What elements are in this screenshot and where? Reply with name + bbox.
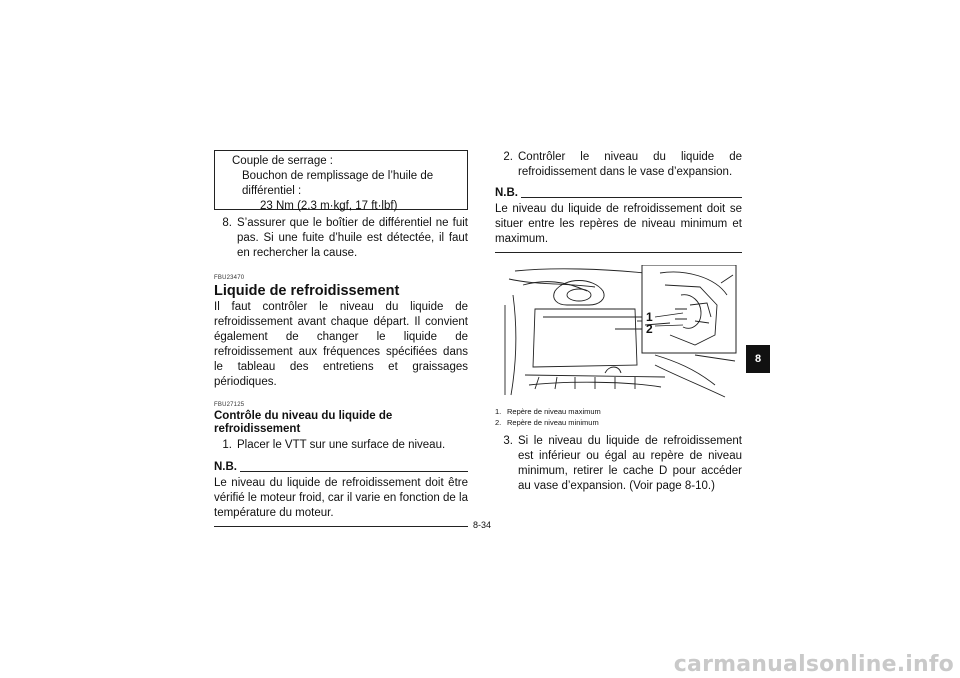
torque-item-line1: Bouchon de remplissage de l’huile de [242, 170, 434, 182]
caption-number: 1. [495, 407, 502, 416]
torque-value: 23 Nm (2.3 m·kgf, 17 ft·lbf) [260, 200, 398, 212]
step-number: 8. [222, 217, 232, 229]
section-paragraph: Il faut contrôler le niveau du liquide de refroidissement avant chaque départ. Il convient également de changer le liquide de refroidissement aux fréquences spécifiées dans le tableau des entretiens et graissages périodiques. [214, 301, 468, 388]
step-text: Si le niveau du liquide de refroidissement est inférieur ou égal au repère de niveau minimum, retirer le cache D pour accéder au vase d’expansion. (Voir page 8-10.) [518, 435, 742, 492]
note-header [214, 461, 468, 474]
subsection-code: FBU27125 [214, 402, 245, 408]
caption-text: Repère de niveau maximum [507, 407, 601, 416]
left-column [214, 150, 468, 527]
callout-2: 2 [646, 322, 653, 336]
note-text: Le niveau du liquide de refroidissement doit être vérifié le moteur froid, car il varie en fonction de la température du moteur. [214, 477, 468, 519]
step-text: S’assurer que le boîtier de différentiel ne fuit pas. Si une fuite d’huile est détectée, il faut en rechercher la cause. [237, 217, 468, 259]
torque-spec-box [214, 150, 468, 210]
watermark: carmanualsonline.info [673, 652, 954, 677]
note-rule [240, 471, 468, 472]
coolant-reservoir-illustration [495, 265, 742, 402]
step-1 [214, 438, 468, 453]
step-2 [495, 150, 742, 180]
section-title: Liquide de refroidissement [214, 283, 400, 299]
callout-1: 1 [646, 310, 653, 324]
note-rule [521, 197, 742, 198]
caption-number: 2. [495, 418, 502, 427]
torque-label: Couple de serrage : [232, 155, 334, 167]
step-8 [214, 216, 468, 261]
right-column [495, 150, 742, 494]
step-text: Contrôler le niveau du liquide de refroidissement dans le vase d’expansion. [518, 151, 742, 178]
caption-item [495, 406, 742, 417]
note-header [495, 187, 742, 200]
note-label: N.B. [214, 461, 237, 473]
page-number: 8-34 [472, 520, 491, 530]
note-label: N.B. [495, 187, 518, 199]
caption-item [495, 417, 742, 428]
note-end-rule [214, 521, 468, 527]
detail-inset [642, 265, 736, 353]
step-number: 1. [222, 439, 232, 451]
chapter-tab: 8 [746, 345, 770, 373]
torque-item-line2: différentiel : [242, 185, 302, 197]
step-3 [495, 434, 742, 494]
caption-text: Repère de niveau minimum [507, 418, 599, 427]
step-number: 3. [503, 435, 513, 447]
subsection-title: Contrôle du niveau du liquide de refroidissement [214, 410, 393, 435]
figure-captions [495, 406, 742, 428]
coolant-reservoir-figure [495, 265, 742, 402]
note-text: Le niveau du liquide de refroidissement doit se situer entre les repères de niveau minimum et maximum. [495, 203, 742, 245]
section-code: FBU23470 [214, 275, 245, 281]
step-number: 2. [503, 151, 513, 163]
note-end-rule [495, 247, 742, 253]
step-text: Placer le VTT sur une surface de niveau. [237, 439, 446, 451]
